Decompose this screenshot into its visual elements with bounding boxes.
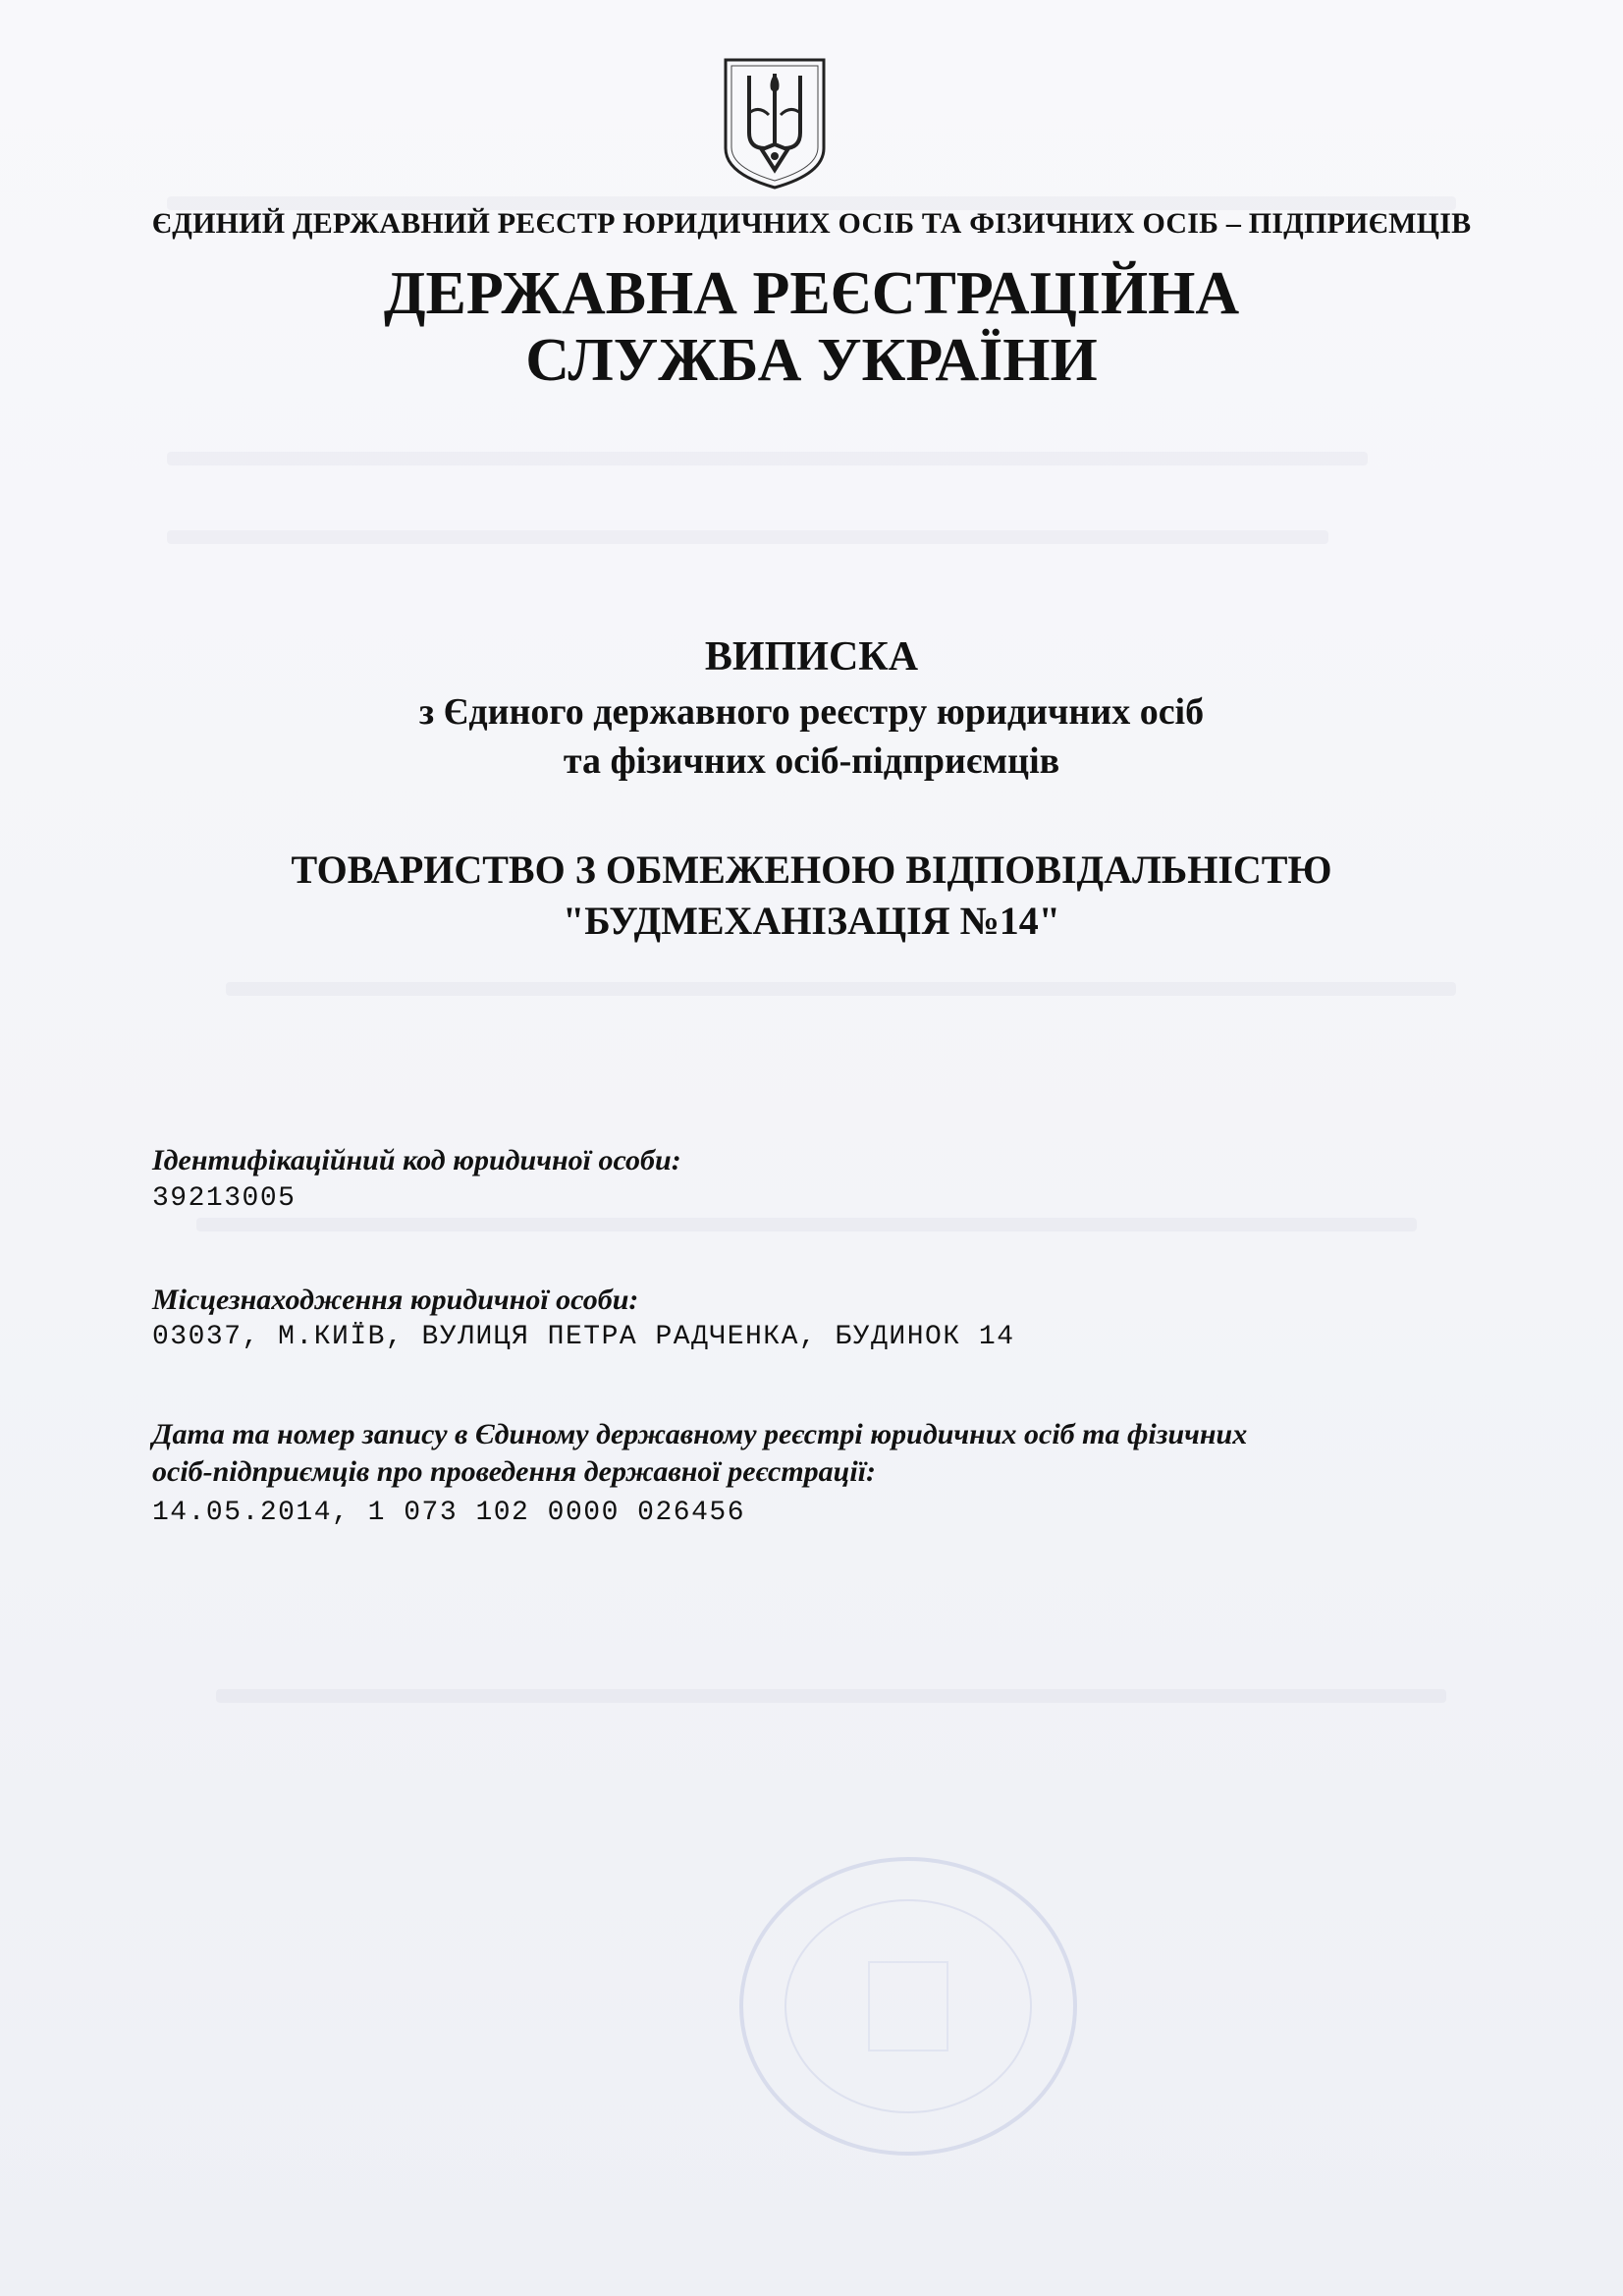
company-name-line: "БУДМЕХАНІЗАЦІЯ №14" — [563, 899, 1060, 943]
location-label: Місцезнаходження юридичної особи: — [152, 1284, 639, 1316]
record-label-line: Дата та номер запису в Єдиному державному реєстрі юридичних осіб та фізичних — [152, 1418, 1248, 1450]
bleed-through — [216, 1689, 1446, 1703]
bleed-through — [167, 530, 1328, 544]
agency-title — [0, 260, 1623, 394]
company-name-line: ТОВАРИСТВО З ОБМЕЖЕНОЮ ВІДПОВІДАЛЬНІСТЮ — [291, 847, 1332, 892]
location-value: 03037, М.КИЇВ, ВУЛИЦЯ ПЕТРА РАДЧЕНКА, БУДИНОК 14 — [152, 1322, 1015, 1352]
official-stamp-icon — [722, 1844, 1095, 2168]
registry-header: ЄДИНИЙ ДЕРЖАВНИЙ РЕЄСТР ЮРИДИЧНИХ ОСІБ ТА ФІЗИЧНИХ ОСІБ – ПІДПРИЄМЦІВ — [151, 207, 1472, 240]
record-label — [152, 1416, 1429, 1491]
extract-title: ВИПИСКА — [704, 634, 919, 680]
bleed-through — [226, 982, 1456, 996]
bleed-through — [167, 452, 1368, 465]
agency-title-line: ДЕРЖАВНА РЕЄСТРАЦІЙНА — [383, 260, 1240, 327]
extract-subtitle-line: з Єдиного державного реєстру юридичних осіб — [418, 691, 1205, 733]
id-code-value: 39213005 — [152, 1183, 297, 1214]
agency-title-line: СЛУЖБА УКРАЇНИ — [525, 327, 1098, 394]
extract-subtitle — [0, 687, 1623, 786]
bleed-through — [196, 1218, 1417, 1231]
record-label-line: осіб-підприємців про проведення державної реєстрації: — [152, 1455, 877, 1488]
id-code-label: Ідентифікаційний код юридичної особи: — [152, 1144, 681, 1176]
record-value: 14.05.2014, 1 073 102 0000 026456 — [152, 1498, 745, 1528]
extract-subtitle-line: та фізичних осіб-підприємців — [563, 740, 1060, 782]
company-name — [0, 845, 1623, 947]
coat-of-arms-of-ukraine-icon — [720, 54, 830, 191]
